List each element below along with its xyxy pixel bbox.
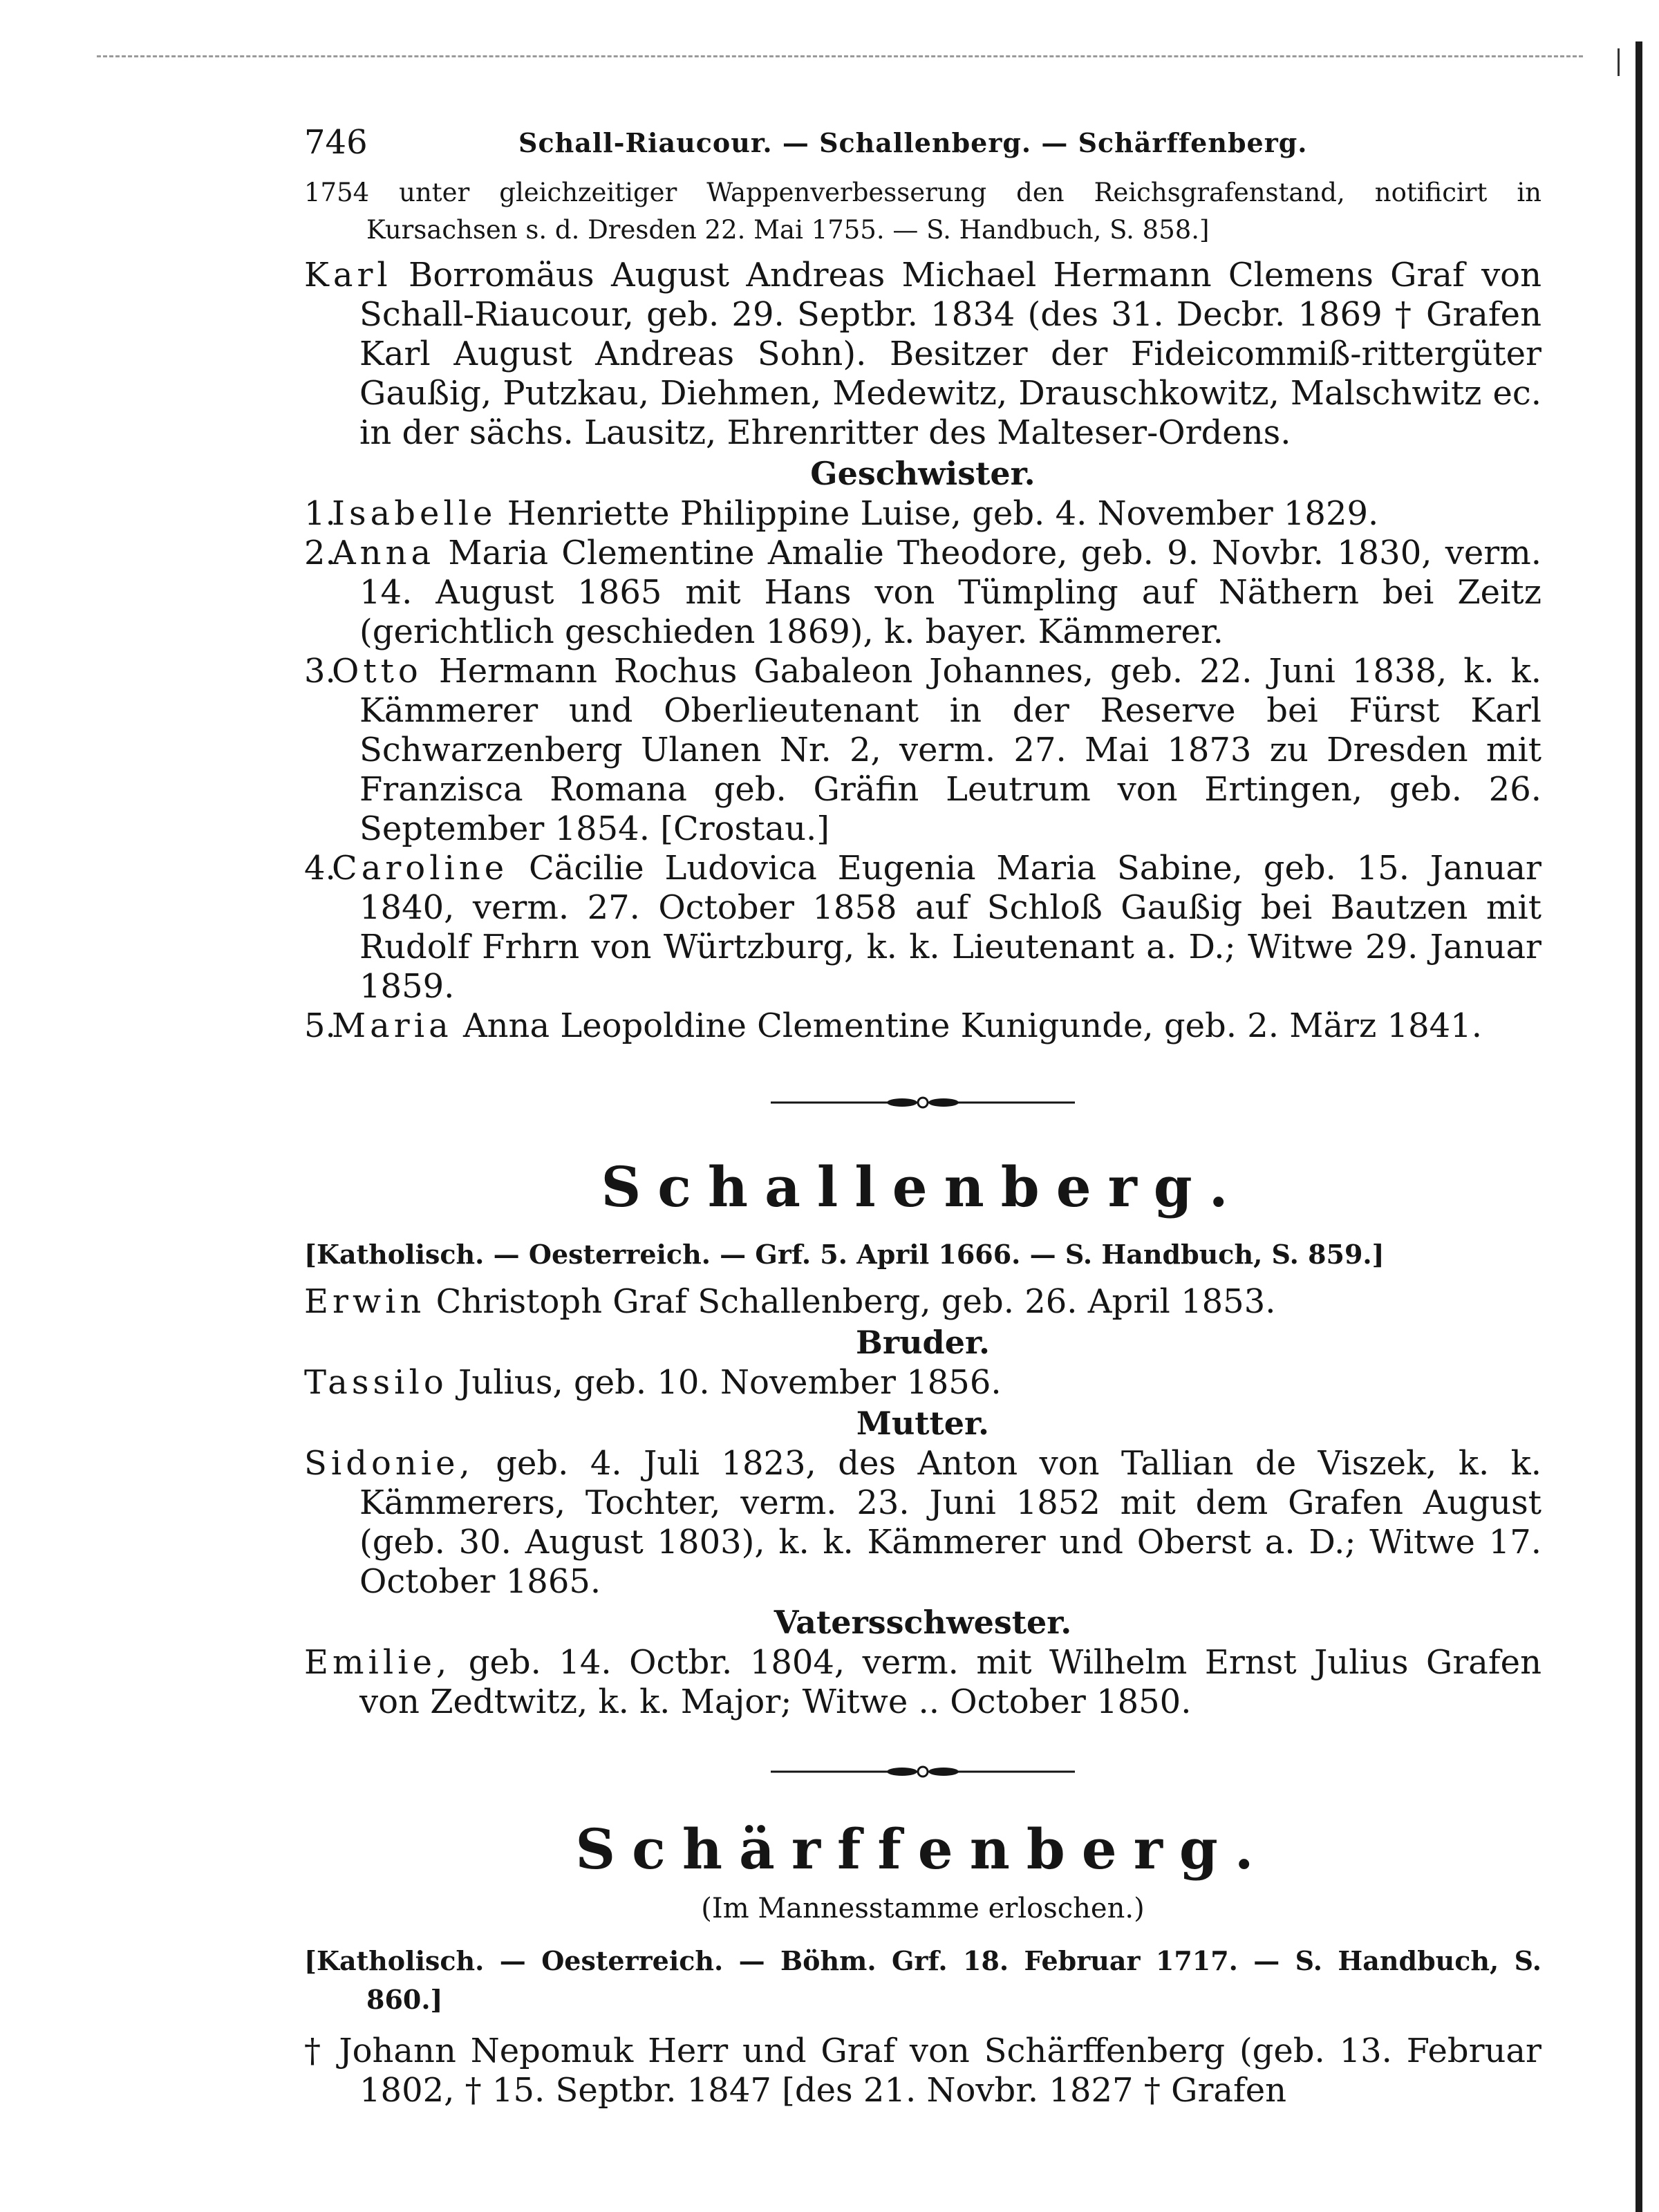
section-title-schallenberg: Schallenberg. [601,1154,1245,1219]
running-head [304,118,1541,166]
deceased-entry: † Johann Nepomuk Herr und Graf von Schärffenberg (geb. 13. Februar 1802, † 15. Septbr. 1847 [des 21. Novbr. 1827 † Grafen [304,2032,1541,2110]
mother-heading: Mutter. [856,1405,990,1442]
page-content [304,118,1541,2110]
list-item: 2.Anna Maria Clementine Amalie Theodore, geb. 9. Novbr. 1830, verm. 14. August 1865 mit Hans von Tümpling auf Näthern bei Zeitz (gerichtlich geschieden 1869), k. bayer. Kämmerer. [304,534,1542,651]
aunt-entry [304,1643,1541,1722]
house-metadata: [Katholisch. — Oesterreich. — Grf. 5. April 1666. — S. Handbuch, S. 859.] [304,1239,1385,1270]
list-item: 4.Caroline Cäcilie Ludovica Eugenia Maria Sabine, geb. 15. Januar 1840, verm. 27. October 1858 auf Schloß Gaußig bei Bautzen mit Rudolf Frhrn von Würtzburg, k. k. Lieutenant a. D.; Witwe 29. Januar 1859. [304,849,1541,1006]
list-item: 3.Otto Hermann Rochus Gabaleon Johannes, geb. 22. Juni 1838, k. k. Kämmerer und Oberlieutenant in der Reserve bei Fürst Karl Schwarzenberg Ulanen Nr. 2, verm. 27. Mai 1873 zu Dresden mit Franzisca Romana geb. Gräfin Leutrum von Ertingen, geb. 26. September 1854. [Crostau.] [304,652,1541,848]
brother-details: Julius, geb. 10. November 1856. [458,1363,1002,1402]
house-metadata: [Katholisch. — Oesterreich. — Böhm. Grf. 18. Februar 1717. — S. Handbuch, S. 860.] [304,1945,1541,2015]
section-title-schaerffenberg: Schärffenberg. [575,1817,1271,1882]
head-name: Karl [304,256,392,294]
list-item: 1.Isabelle Henriette Philippine Luise, geb. 4. November 1829. [304,494,1379,533]
aunt-details: geb. 14. Octbr. 1804, verm. mit Wilhelm Ernst Julius Grafen von Zedtwitz, k. k. Major; Witwe .. October 1850. [359,1643,1541,1721]
head-details: Christoph Graf Schallenberg, geb. 26. April 1853. [435,1282,1276,1321]
right-page-edge [1635,41,1642,2212]
brother-name: Tassilo [304,1363,448,1402]
page-number: 746 [304,123,368,162]
siblings-list [304,494,1541,1046]
head-of-house-entry [304,256,1541,453]
head-of-house-entry [304,1282,1541,1322]
head-name: Erwin [304,1282,426,1321]
list-item: 5.Maria Anna Leopoldine Clementine Kunigunde, geb. 2. März 1841. [304,1006,1482,1045]
section-divider-ornament [771,1763,1075,1780]
mother-details: geb. 4. Juli 1823, des Anton von Tallian de Viszek, k. k. Kämmerers, Tochter, verm. 23. Juni 1852 mit dem Grafen August (geb. 30. August 1803), k. k. Kämmerer und Oberst a. D.; Witwe 17. October 1865. [359,1444,1541,1601]
siblings-heading: Geschwister. [810,455,1035,492]
mother-entry [304,1444,1541,1602]
aunt-name: Emilie, [304,1643,451,1682]
top-edge-rule [97,55,1583,57]
brother-heading: Bruder. [855,1324,991,1361]
extinct-note: (Im Mannesstamme erloschen.) [701,1893,1145,1924]
running-title: Schall-Riaucour. — Schallenberg. — Schärffenberg. [518,127,1308,158]
previous-entry-continuation: 1754 unter gleichzeitiger Wappenverbesserung den Reichsgrafenstand, notificirt in Kursachsen s. d. Dresden 22. Mai 1755. — S. Handbuch, S. 858.] [304,178,1541,245]
page-edge-mark [1618,48,1620,76]
mother-name: Sidonie, [304,1444,474,1483]
aunt-heading: Vatersschwester. [774,1604,1072,1641]
section-divider-ornament [771,1094,1075,1111]
head-details: Borromäus August Andreas Michael Hermann Clemens Graf von Schall-Riaucour, geb. 29. Septbr. 1834 (des 31. Decbr. 1869 † Grafen Karl August Andreas Sohn). Besitzer der Fideicommiß-rittergüter Gaußig, Putzkau, Diehmen, Medewitz, Drauschkowitz, Malschwitz ec. in der sächs. Lausitz, Ehrenritter des Malteser-Ordens. [359,256,1541,452]
brother-entry [304,1363,1541,1403]
